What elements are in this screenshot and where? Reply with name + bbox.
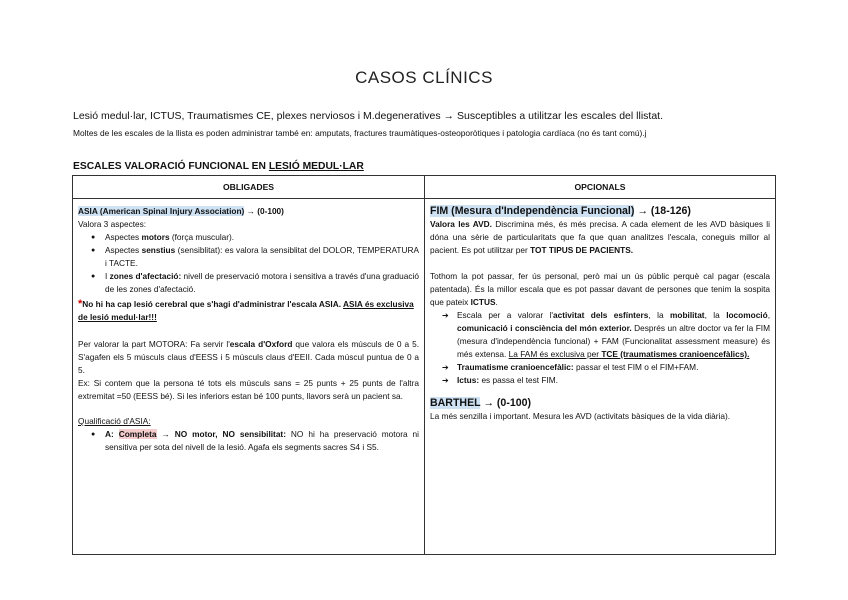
- header-opcionals: OPCIONALS: [425, 176, 776, 199]
- list-item: ➔ Ictus: es passa el test FIM.: [457, 374, 770, 387]
- fim-paragraph-2: Tothom la pot passar, fer ús personal, però mai un ús públic perquè cal pagar (escala patentada). És la millor escala que es pot passar davant de persones que tenim la sospita que pateix ICTUS.: [430, 271, 770, 307]
- asia-name: ASIA (American Spinal Injury Association): [78, 206, 245, 216]
- list-item: ● Aspectes motors (força muscular).: [105, 231, 419, 244]
- barthel-name: BARTHEL: [430, 397, 481, 409]
- header-obligades: OBLIGADES: [73, 176, 425, 199]
- barthel-range: → (0-100): [480, 397, 532, 409]
- asterisk: *: [78, 298, 83, 310]
- barthel-paragraph: La més senzilla i important. Mesura les AVD (activitats bàsiques de la vida diària).: [430, 411, 731, 421]
- scales-table: [72, 175, 776, 555]
- asia-heading: [78, 205, 419, 218]
- qualificacio-list: [78, 428, 419, 454]
- section-heading: [73, 161, 364, 172]
- cell-obligades: [73, 199, 425, 555]
- list-item: ➔ Traumatisme cranioencefàlic: passar el test FIM o el FIM+FAM.: [457, 361, 770, 374]
- cell-opcionals: [425, 199, 776, 555]
- section-heading-prefix: ESCALES VALORACIÓ FUNCIONAL EN: [73, 161, 269, 172]
- list-item: ● A: Completa → NO motor, NO sensibilitat: NO hi ha preservació motora ni sensitiva per sota del nivell de la lesió. Agafa els segments sacres S4 i S5.: [105, 428, 419, 454]
- asia-aspects-list: [78, 231, 419, 296]
- list-item: ● Aspectes senstius (sensiblitat): es valora la sensiblitat del DOLOR, TEMPERATURA i TACTE.: [105, 244, 419, 270]
- fim-name: FIM (Mesura d'Independència Funcional): [430, 205, 635, 217]
- fim-paragraph-1: Valora les AVD. Discrimina més, és més precisa. A cada element de les AVD bàsiques li dóna una sèrie de particularitats que fa que quan analitzes l'escala, coneguis millor al pacient. Es pot utilitzar per TOT TIPUS DE PACIENTS.: [430, 219, 770, 255]
- qualificacio-title: Qualificació d'ASIA:: [78, 416, 151, 426]
- asia-valora: Valora 3 aspectes:: [78, 219, 147, 229]
- barthel-heading: [430, 397, 770, 410]
- motora-example: Ex: Si contem que la persona té tots els músculs sans = 25 punts + 25 punts de l'altra extremitat =50 (EESS bé). Si les inferiors estan bé 100 punts, llavors serà un pacient sa.: [78, 378, 419, 401]
- motora-paragraph: Per valorar la part MOTORA: Fa servir l'escala d'Oxford que valora els músculs de 0 a 5. S'agafen els 5 músculs claus d'EESS i 5 músculs claus d'EEII. Cada múscul puntua de 0 a 5.: [78, 339, 420, 375]
- page-title: CASOS CLÍNICS: [355, 68, 493, 87]
- intro-line-2: Moltes de les escales de la llista es poden administrar també en: amputats, fractures traumàtiques-osteoporòtiques i patologia cardíaca (no és tant comú).j: [73, 128, 647, 138]
- section-heading-underlined: LESIÓ MEDUL·LAR: [268, 161, 364, 172]
- fim-arrow-list: [430, 309, 770, 387]
- list-item: ➔ Escala per a valorar l'activitat dels esfínters, la mobilitat, la locomoció, comunicació i consciència del món exterior. Després un altre doctor va fer la FIM (mesura d'independència funcional) + FAM (Funcionalitat assessment measure) és més extensa. La FAM és exclusiva per TCE (traumatismes cranioencefàlics).: [457, 309, 770, 361]
- fim-range: → (18-126): [634, 205, 691, 217]
- asia-range: → (0-100): [244, 206, 284, 216]
- fim-heading: [430, 205, 770, 218]
- intro-line-1: Lesió medul·lar, ICTUS, Traumatismes CE, plexes nerviosos i M.degeneratives → Susceptibles a utilitzar les escales del llistat.: [73, 110, 663, 122]
- list-item: ● I zones d'afectació: nivell de preservació motora i sensitiva a través d'una graduació de les zones d'afectació.: [105, 270, 419, 296]
- asia-note: *No hi ha cap lesió cerebral que s'hagi d'administrar l'escala ASIA. ASIA és exclusiva de lesió medul·lar!!!: [78, 298, 414, 322]
